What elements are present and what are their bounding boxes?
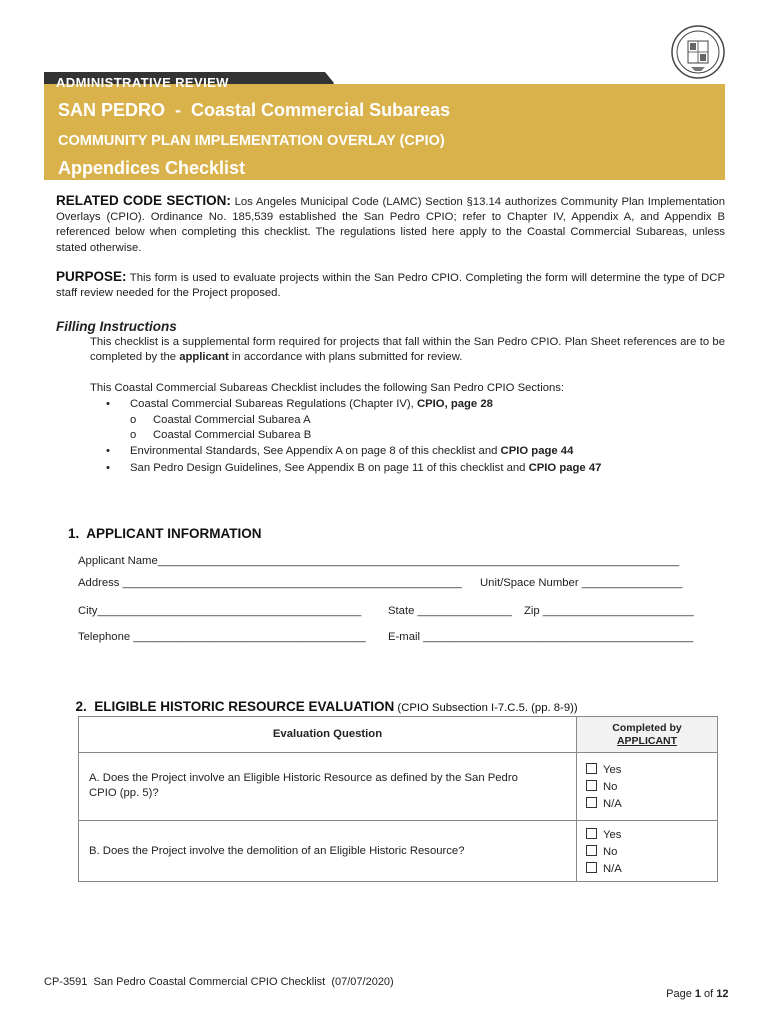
option-label: Yes	[603, 764, 622, 776]
section-historic-ref: (CPIO Subsection I-7.C.5. (pp. 8-9))	[394, 702, 578, 714]
question-text: A. Does the Project involve an Eligible Historic Resource as defined by the San Pedro CPIO (pp. 5)?	[89, 772, 518, 799]
purpose-label: PURPOSE:	[56, 269, 127, 284]
filling-text-bold: applicant	[179, 351, 229, 364]
state-field[interactable]: State _______________	[388, 605, 512, 617]
email-field[interactable]: E-mail ___________________________________________	[388, 631, 694, 643]
page-of: of	[701, 988, 717, 1000]
answer-cell	[576, 820, 718, 882]
section-applicant-title: 1. APPLICANT INFORMATION	[68, 526, 262, 541]
column-header: Completed by	[612, 722, 682, 734]
option-label: No	[603, 781, 618, 793]
bullet3-text: San Pedro Design Guidelines, See Appendix B on page 11 of this checklist and	[130, 462, 529, 474]
related-code-section	[56, 193, 725, 256]
yes-checkbox[interactable]	[586, 763, 621, 776]
zip-field[interactable]: Zip ________________________	[524, 605, 694, 617]
city-seal-logo	[671, 25, 725, 79]
sub-list-item: Coastal Commercial Subarea B	[153, 429, 312, 441]
sub-list-item: Coastal Commercial Subarea A	[153, 414, 311, 426]
page-total: 12	[716, 988, 729, 1000]
sections-intro: This Coastal Commercial Subareas Checklist includes the following San Pedro CPIO Sections:	[90, 382, 565, 394]
checklist-title: Appendices Checklist	[58, 158, 246, 178]
page-indicator	[660, 976, 729, 1000]
na-checkbox[interactable]	[586, 797, 622, 810]
column-header: Evaluation Question	[272, 728, 383, 740]
related-code-label: RELATED CODE SECTION:	[56, 193, 231, 208]
bullet-icon: •	[106, 398, 110, 410]
table-header-completed	[576, 716, 718, 753]
bullet1-text: Coastal Commercial Subareas Regulations (Chapter IV),	[130, 398, 417, 410]
list-item	[106, 397, 110, 411]
sub-list-marker: o	[130, 429, 137, 441]
question-text: B. Does the Project involve the demolition of an Eligible Historic Resource?	[89, 845, 465, 857]
na-checkbox[interactable]	[586, 862, 622, 875]
ribbon-label: ADMINISTRATIVE REVIEW	[56, 75, 229, 90]
bullet-icon: •	[106, 462, 110, 474]
bullet1-ref: CPIO, page 28	[416, 398, 493, 410]
telephone-field[interactable]: Telephone _____________________________________	[78, 631, 366, 643]
form-id: CP-3591 San Pedro Coastal Commercial CPIO Checklist (07/07/2020)	[44, 976, 394, 988]
table-header-question	[78, 716, 577, 753]
option-label: No	[603, 846, 618, 858]
yes-checkbox[interactable]	[586, 828, 621, 841]
page-subtitle: COMMUNITY PLAN IMPLEMENTATION OVERLAY (CPIO)	[58, 133, 445, 149]
no-checkbox[interactable]	[586, 845, 617, 858]
page-prefix: Page	[666, 988, 695, 1000]
section-historic-heading: 2. ELIGIBLE HISTORIC RESOURCE EVALUATION	[75, 699, 395, 714]
column-header: APPLICANT	[616, 735, 678, 747]
no-checkbox[interactable]	[586, 780, 617, 793]
option-label: N/A	[603, 798, 622, 810]
page-number: 1	[694, 988, 701, 1000]
city-field[interactable]: City__________________________________________	[78, 605, 362, 617]
applicant-name-field[interactable]: Applicant Name___________________________________________________________________________________	[78, 555, 680, 567]
address-field[interactable]: Address ______________________________________________________	[78, 577, 462, 589]
list-item-text	[130, 461, 601, 475]
bullet3-ref: CPIO page 47	[528, 462, 602, 474]
answer-cell	[576, 752, 718, 821]
filling-instructions-title: Filling Instructions	[56, 319, 177, 334]
filling-text-b: in accordance with plans submitted for review.	[228, 351, 463, 364]
purpose-text: This form is used to evaluate projects within the San Pedro CPIO. Completing the form will determine the type of DCP staff review needed for the Project proposed.	[56, 272, 725, 300]
list-item-text	[130, 397, 493, 411]
section-historic-title	[68, 684, 578, 714]
option-label: N/A	[603, 863, 622, 875]
related-code-text: Los Angeles Municipal Code (LAMC) Section §13.14 authorizes Community Plan Implementation Overlays (CPIO). Ordinance No. 185,539 established the San Pedro CPIO; refer to Chapter IV, Appendix A, and Appendix B referenced below when completing this checklist. The regulations listed here apply to the Coastal Commercial Subareas, unless stated otherwise.	[56, 196, 725, 254]
unit-field[interactable]: Unit/Space Number ________________	[480, 577, 683, 589]
filling-text-a: This checklist is a supplemental form required for projects that fall within the San Pedro CPIO. Plan Sheet references are to be completed by the	[90, 336, 725, 364]
table-row	[78, 752, 577, 821]
list-item-text	[130, 444, 573, 458]
page-title: SAN PEDRO - Coastal Commercial Subareas	[58, 100, 451, 120]
bullet2-text: Environmental Standards, See Appendix A on page 8 of this checklist and	[130, 445, 501, 457]
bullet2-ref: CPIO page 44	[500, 445, 574, 457]
option-label: Yes	[603, 829, 622, 841]
sub-list-marker: o	[130, 414, 137, 426]
filling-instructions-text	[90, 335, 725, 365]
table-row	[78, 820, 577, 882]
bullet-icon: •	[106, 445, 110, 457]
purpose-section	[56, 269, 725, 301]
